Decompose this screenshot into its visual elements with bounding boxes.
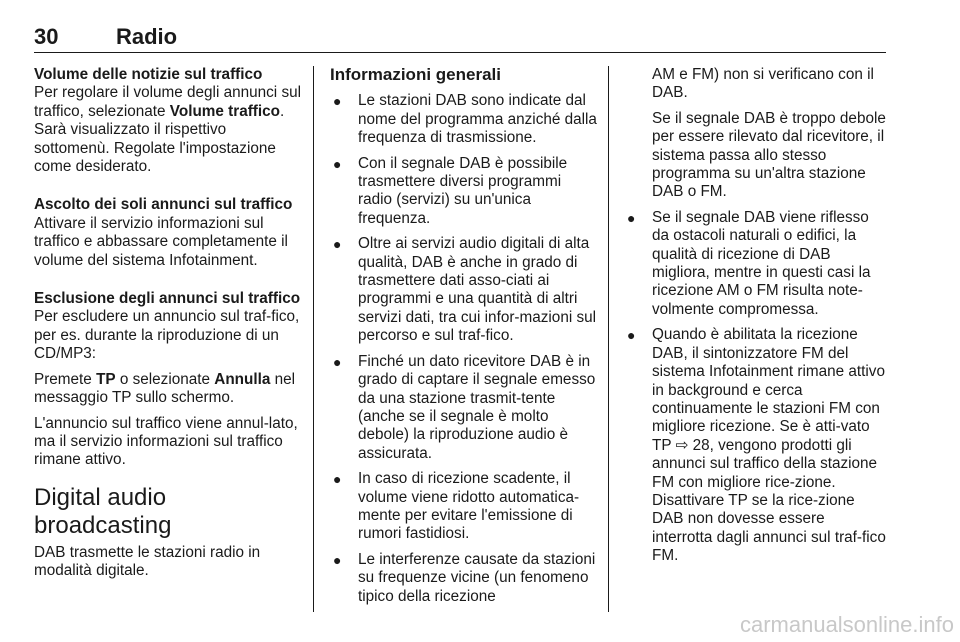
page-reference-arrow-icon: ⇨ 28 [675, 436, 710, 454]
list-item: ● Quando è abilitata la ricezione DAB, il sintonizzatore FM del sistema Infotainment rimane attivo in background e cerca continuamente le stazioni FM con migliore ricezione. Se è atti-vato TP ⇨ 28, vengono prodotti gli annunci sul traffico della stazione FM con migliore rice-zione. Disattivare TP se la rice-zione DAB non dovesse essere interrotta dagli annunci sul traf-fico FM. [627, 326, 886, 565]
menu-term-volume-traffico: Volume traffico [169, 102, 280, 120]
subheading-volume-traffic: Volume delle notizie sul traffico [34, 66, 263, 83]
bullet-icon: ● [333, 551, 342, 568]
page-header [34, 22, 886, 53]
bullet-icon: ● [627, 327, 636, 344]
bullet-icon: ● [333, 236, 342, 253]
bullet-icon: ● [333, 155, 342, 172]
section-title: Radio [116, 24, 178, 49]
list-item: ● In caso di ricezione scadente, il volume viene ridotto automatica-mente per evitare l'emissione di rumori fastidiosi. [333, 470, 580, 543]
list-item: ● Le stazioni DAB sono indicate dal nome del programma anziché dalla frequenza di trasmissione. [333, 92, 597, 147]
bullet-list [624, 209, 888, 566]
paragraph-dab-intro: DAB trasmette le stazioni radio in modalità digitale. [34, 543, 261, 580]
column-divider [313, 66, 314, 612]
list-item: ● Oltre ai servizi audio digitali di alta qualità, DAB è anche in grado di trasmettere dati asso-ciati ai programmi e una quantità di altri servizi dati, tra cui infor-mazioni sul percorso e sul traf-fico. [333, 235, 597, 345]
column-right [624, 66, 888, 573]
subheading-exclude-traffic: Esclusione degli annunci sul traffico [34, 290, 301, 308]
paragraph-volume-traffic: Per regolare il volume degli annunci sul traffico, selezionate Volume traffico. Sarà visualizzato il rispettivo sottomenù. Regolate l'impostazione come desiderato. [34, 84, 301, 176]
bullet-list [330, 92, 598, 606]
bullet-continuation: AM e FM) non si verificano con il DAB. [652, 66, 874, 102]
paragraph-exclude-traffic-3: L'annuncio sul traffico viene annul-lato, ma il servizio informazioni sul traffico rimane attivo. [34, 414, 298, 469]
paragraph-listen-traffic: Attivare il servizio informazioni sul traffico e abbassare completamente il volume del sistema Infotainment. [34, 214, 288, 269]
bullet-icon: ● [333, 353, 342, 370]
list-item: ● Finché un dato ricevitore DAB è in grado di captare il segnale emesso da una stazione trasmit-tente (anche se il segnale è molto debole) la riproduzione audio è assicurata. [333, 352, 596, 462]
column-divider [608, 66, 609, 612]
subheading-listen-traffic: Ascolto dei soli annunci sul traffico [34, 196, 293, 214]
paragraph-exclude-traffic-1: Per escludere un annuncio sul traf-fico, per es. durante la riproduzione di un CD/MP3: [34, 308, 300, 363]
column-middle [330, 66, 598, 613]
indented-paragraph: Se il segnale DAB è troppo debole per essere rilevato dal ricevitore, il sistema passa allo stesso programma su un'altra stazione DAB o FM. [652, 109, 886, 201]
heading-dab: Digital audio broadcasting [34, 483, 172, 539]
button-term-tp: TP [96, 370, 116, 388]
button-term-annulla: Annulla [214, 370, 271, 388]
list-item: ● Se il segnale DAB viene riflesso da ostacoli naturali o edifici, la qualità di ricezione di DAB migliora, mentre in questi casi la ricezione AM o FM risulta note-volmente compromessa. [627, 208, 871, 318]
list-item: ● Con il segnale DAB è possibile trasmettere diversi programmi radio (servizi) su un'unica frequenza. [333, 154, 568, 227]
page-number: 30 [34, 24, 59, 49]
paragraph-exclude-traffic-2: Premete TP o selezionate Annulla nel messaggio TP sullo schermo. [34, 370, 296, 407]
bullet-icon: ● [333, 93, 342, 110]
bullet-icon: ● [627, 209, 636, 226]
heading-general-info: Informazioni generali [330, 65, 501, 84]
list-item: ● Le interferenze causate da stazioni su frequenze vicine (un fenomeno tipico della ricezione [333, 550, 596, 605]
watermark: carmanualsonline.info [739, 612, 954, 637]
column-left [34, 66, 302, 588]
bullet-icon: ● [333, 471, 342, 488]
